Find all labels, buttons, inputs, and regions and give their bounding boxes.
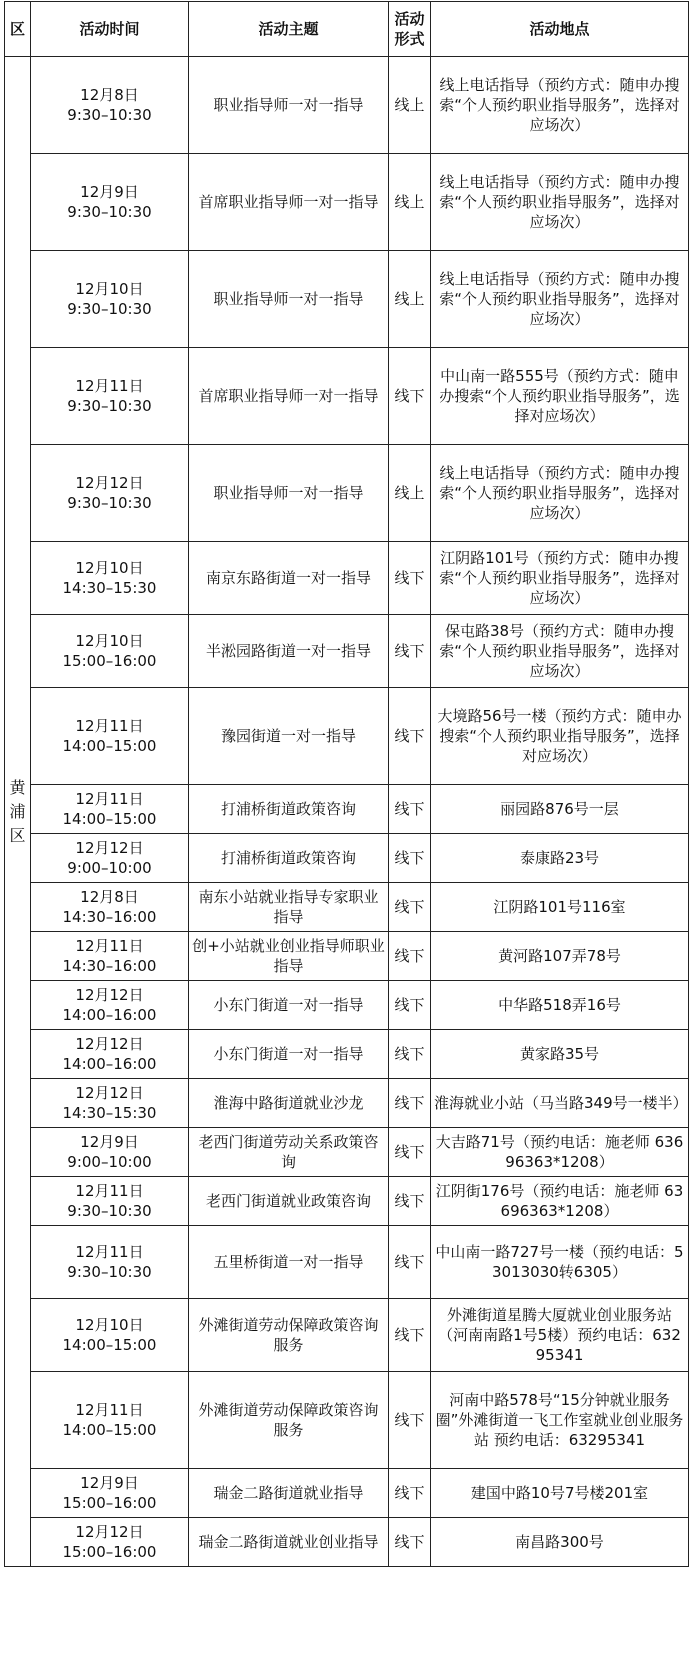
date-text: 12月8日 — [80, 86, 139, 104]
date-text: 12月12日 — [75, 1035, 144, 1053]
table-row — [5, 615, 689, 688]
table-row — [5, 542, 689, 615]
venue-cell: 中山南一路555号（预约方式：随申办搜索“个人预约职业指导服务”，选择对应场次） — [431, 348, 689, 445]
district-label: 黄浦区 — [9, 777, 26, 845]
header-time: 活动时间 — [31, 2, 189, 57]
table-row — [5, 251, 689, 348]
time-text: 9:30–10:30 — [67, 106, 152, 124]
venue-cell: 泰康路23号 — [431, 834, 689, 883]
date-text: 12月10日 — [75, 559, 144, 577]
time-cell — [31, 1079, 189, 1128]
form-cell: 线下 — [389, 1128, 431, 1177]
time-cell — [31, 615, 189, 688]
table-row — [5, 1372, 689, 1469]
topic-cell: 首席职业指导师一对一指导 — [189, 348, 389, 445]
date-text: 12月11日 — [75, 1243, 144, 1261]
table-body — [5, 57, 689, 1567]
table-row — [5, 348, 689, 445]
venue-cell: 南昌路300号 — [431, 1518, 689, 1567]
time-text: 14:00–15:00 — [62, 737, 157, 755]
date-text: 12月9日 — [80, 1474, 139, 1492]
time-text: 9:30–10:30 — [67, 397, 152, 415]
time-cell — [31, 932, 189, 981]
time-cell — [31, 1372, 189, 1469]
form-cell: 线下 — [389, 785, 431, 834]
header-form: 活动形式 — [389, 2, 431, 57]
topic-cell: 老西门街道就业政策咨询 — [189, 1177, 389, 1226]
topic-cell: 五里桥街道一对一指导 — [189, 1226, 389, 1299]
date-text: 12月11日 — [75, 937, 144, 955]
time-cell — [31, 57, 189, 154]
table-row — [5, 1226, 689, 1299]
venue-cell: 外滩街道星腾大厦就业创业服务站（河南南路1号5楼）预约电话：63295341 — [431, 1299, 689, 1372]
time-cell — [31, 445, 189, 542]
topic-cell: 外滩街道劳动保障政策咨询服务 — [189, 1372, 389, 1469]
time-text: 9:00–10:00 — [67, 859, 152, 877]
time-text: 9:30–10:30 — [67, 1263, 152, 1281]
header-row — [5, 2, 689, 57]
time-cell — [31, 542, 189, 615]
venue-cell: 江阴街176号（预约电话：施老师 63696363*1208） — [431, 1177, 689, 1226]
form-cell: 线下 — [389, 883, 431, 932]
time-cell — [31, 1177, 189, 1226]
time-text: 14:00–15:00 — [62, 1421, 157, 1439]
venue-cell: 线上电话指导（预约方式：随申办搜索“个人预约职业指导服务”，选择对应场次） — [431, 251, 689, 348]
time-text: 14:30–15:30 — [62, 579, 157, 597]
venue-cell: 江阴路101号116室 — [431, 883, 689, 932]
form-cell: 线下 — [389, 1030, 431, 1079]
form-cell: 线上 — [389, 154, 431, 251]
topic-cell: 职业指导师一对一指导 — [189, 445, 389, 542]
time-text: 15:00–16:00 — [62, 652, 157, 670]
time-cell — [31, 883, 189, 932]
topic-cell: 豫园街道一对一指导 — [189, 688, 389, 785]
date-text: 12月10日 — [75, 1316, 144, 1334]
venue-cell: 保屯路38号（预约方式：随申办搜索“个人预约职业指导服务”，选择对应场次） — [431, 615, 689, 688]
date-text: 12月11日 — [75, 1401, 144, 1419]
time-text: 9:30–10:30 — [67, 203, 152, 221]
time-text: 9:30–10:30 — [67, 494, 152, 512]
topic-cell: 瑞金二路街道就业创业指导 — [189, 1518, 389, 1567]
form-cell: 线下 — [389, 981, 431, 1030]
time-cell — [31, 1128, 189, 1177]
table-row — [5, 785, 689, 834]
time-cell — [31, 834, 189, 883]
form-cell: 线下 — [389, 1518, 431, 1567]
table-row — [5, 932, 689, 981]
venue-cell: 丽园路876号一层 — [431, 785, 689, 834]
district-cell — [5, 57, 31, 1567]
form-cell: 线下 — [389, 1079, 431, 1128]
table-row — [5, 981, 689, 1030]
venue-cell: 淮海就业小站（马当路349号一楼半） — [431, 1079, 689, 1128]
time-cell — [31, 1226, 189, 1299]
time-text: 9:30–10:30 — [67, 300, 152, 318]
venue-cell: 大吉路71号（预约电话：施老师 63696363*1208） — [431, 1128, 689, 1177]
date-text: 12月10日 — [75, 632, 144, 650]
time-text: 14:00–15:00 — [62, 810, 157, 828]
table-row — [5, 445, 689, 542]
table-row — [5, 834, 689, 883]
time-cell — [31, 1299, 189, 1372]
time-cell — [31, 1469, 189, 1518]
header-topic: 活动主题 — [189, 2, 389, 57]
topic-cell: 职业指导师一对一指导 — [189, 57, 389, 154]
time-cell — [31, 348, 189, 445]
date-text: 12月12日 — [75, 839, 144, 857]
date-text: 12月8日 — [80, 888, 139, 906]
venue-cell: 黄家路35号 — [431, 1030, 689, 1079]
venue-cell: 大境路56号一楼（预约方式：随申办搜索“个人预约职业指导服务”，选择对应场次） — [431, 688, 689, 785]
form-cell: 线下 — [389, 1177, 431, 1226]
table-row — [5, 1177, 689, 1226]
venue-cell: 黄河路107弄78号 — [431, 932, 689, 981]
topic-cell: 创+小站就业创业指导师职业指导 — [189, 932, 389, 981]
form-cell: 线下 — [389, 1469, 431, 1518]
date-text: 12月11日 — [75, 377, 144, 395]
venue-cell: 线上电话指导（预约方式：随申办搜索“个人预约职业指导服务”，选择对应场次） — [431, 445, 689, 542]
topic-cell: 打浦桥街道政策咨询 — [189, 834, 389, 883]
form-cell: 线下 — [389, 1299, 431, 1372]
time-cell — [31, 154, 189, 251]
topic-cell: 老西门街道劳动关系政策咨询 — [189, 1128, 389, 1177]
topic-cell: 小东门街道一对一指导 — [189, 1030, 389, 1079]
time-cell — [31, 981, 189, 1030]
table-row — [5, 1079, 689, 1128]
topic-cell: 职业指导师一对一指导 — [189, 251, 389, 348]
form-cell: 线上 — [389, 57, 431, 154]
venue-cell: 线上电话指导（预约方式：随申办搜索“个人预约职业指导服务”，选择对应场次） — [431, 154, 689, 251]
table-row — [5, 57, 689, 154]
header-district: 区 — [5, 2, 31, 57]
activity-table — [4, 1, 689, 1567]
topic-cell: 瑞金二路街道就业指导 — [189, 1469, 389, 1518]
venue-cell: 线上电话指导（预约方式：随申办搜索“个人预约职业指导服务”，选择对应场次） — [431, 57, 689, 154]
date-text: 12月12日 — [75, 986, 144, 1004]
form-cell: 线下 — [389, 834, 431, 883]
date-text: 12月11日 — [75, 717, 144, 735]
time-text: 9:30–10:30 — [67, 1202, 152, 1220]
time-cell — [31, 251, 189, 348]
topic-cell: 打浦桥街道政策咨询 — [189, 785, 389, 834]
time-cell — [31, 785, 189, 834]
form-cell: 线下 — [389, 932, 431, 981]
date-text: 12月11日 — [75, 790, 144, 808]
time-cell — [31, 1030, 189, 1079]
time-text: 14:30–16:00 — [62, 957, 157, 975]
time-cell — [31, 688, 189, 785]
time-text: 14:00–16:00 — [62, 1055, 157, 1073]
form-cell: 线下 — [389, 542, 431, 615]
date-text: 12月12日 — [75, 474, 144, 492]
form-cell: 线上 — [389, 445, 431, 542]
time-text: 9:00–10:00 — [67, 1153, 152, 1171]
date-text: 12月12日 — [75, 1523, 144, 1541]
topic-cell: 淮海中路街道就业沙龙 — [189, 1079, 389, 1128]
form-cell: 线下 — [389, 1372, 431, 1469]
topic-cell: 半淞园路街道一对一指导 — [189, 615, 389, 688]
table-row — [5, 883, 689, 932]
topic-cell: 外滩街道劳动保障政策咨询服务 — [189, 1299, 389, 1372]
table-row — [5, 1518, 689, 1567]
venue-cell: 河南中路578号“15分钟就业服务圈”外滩街道一飞工作室就业创业服务站 预约电话：63295341 — [431, 1372, 689, 1469]
table-row — [5, 688, 689, 785]
date-text: 12月9日 — [80, 183, 139, 201]
table-row — [5, 154, 689, 251]
form-cell: 线下 — [389, 615, 431, 688]
time-text: 15:00–16:00 — [62, 1543, 157, 1561]
topic-cell: 首席职业指导师一对一指导 — [189, 154, 389, 251]
topic-cell: 南京东路街道一对一指导 — [189, 542, 389, 615]
table-row — [5, 1030, 689, 1079]
table-row — [5, 1128, 689, 1177]
date-text: 12月11日 — [75, 1182, 144, 1200]
topic-cell: 南东小站就业指导专家职业指导 — [189, 883, 389, 932]
time-cell — [31, 1518, 189, 1567]
form-cell: 线上 — [389, 251, 431, 348]
time-text: 14:00–16:00 — [62, 1006, 157, 1024]
topic-cell: 小东门街道一对一指导 — [189, 981, 389, 1030]
form-cell: 线下 — [389, 688, 431, 785]
venue-cell: 中华路518弄16号 — [431, 981, 689, 1030]
table-row — [5, 1299, 689, 1372]
date-text: 12月9日 — [80, 1133, 139, 1151]
form-cell: 线下 — [389, 348, 431, 445]
time-text: 15:00–16:00 — [62, 1494, 157, 1512]
time-text: 14:00–15:00 — [62, 1336, 157, 1354]
date-text: 12月12日 — [75, 1084, 144, 1102]
header-venue: 活动地点 — [431, 2, 689, 57]
form-cell: 线下 — [389, 1226, 431, 1299]
time-text: 14:30–16:00 — [62, 908, 157, 926]
date-text: 12月10日 — [75, 280, 144, 298]
venue-cell: 江阴路101号（预约方式：随申办搜索“个人预约职业指导服务”，选择对应场次） — [431, 542, 689, 615]
venue-cell: 中山南一路727号一楼（预约电话：53013030转6305） — [431, 1226, 689, 1299]
venue-cell: 建国中路10号7号楼201室 — [431, 1469, 689, 1518]
table-row — [5, 1469, 689, 1518]
time-text: 14:30–15:30 — [62, 1104, 157, 1122]
